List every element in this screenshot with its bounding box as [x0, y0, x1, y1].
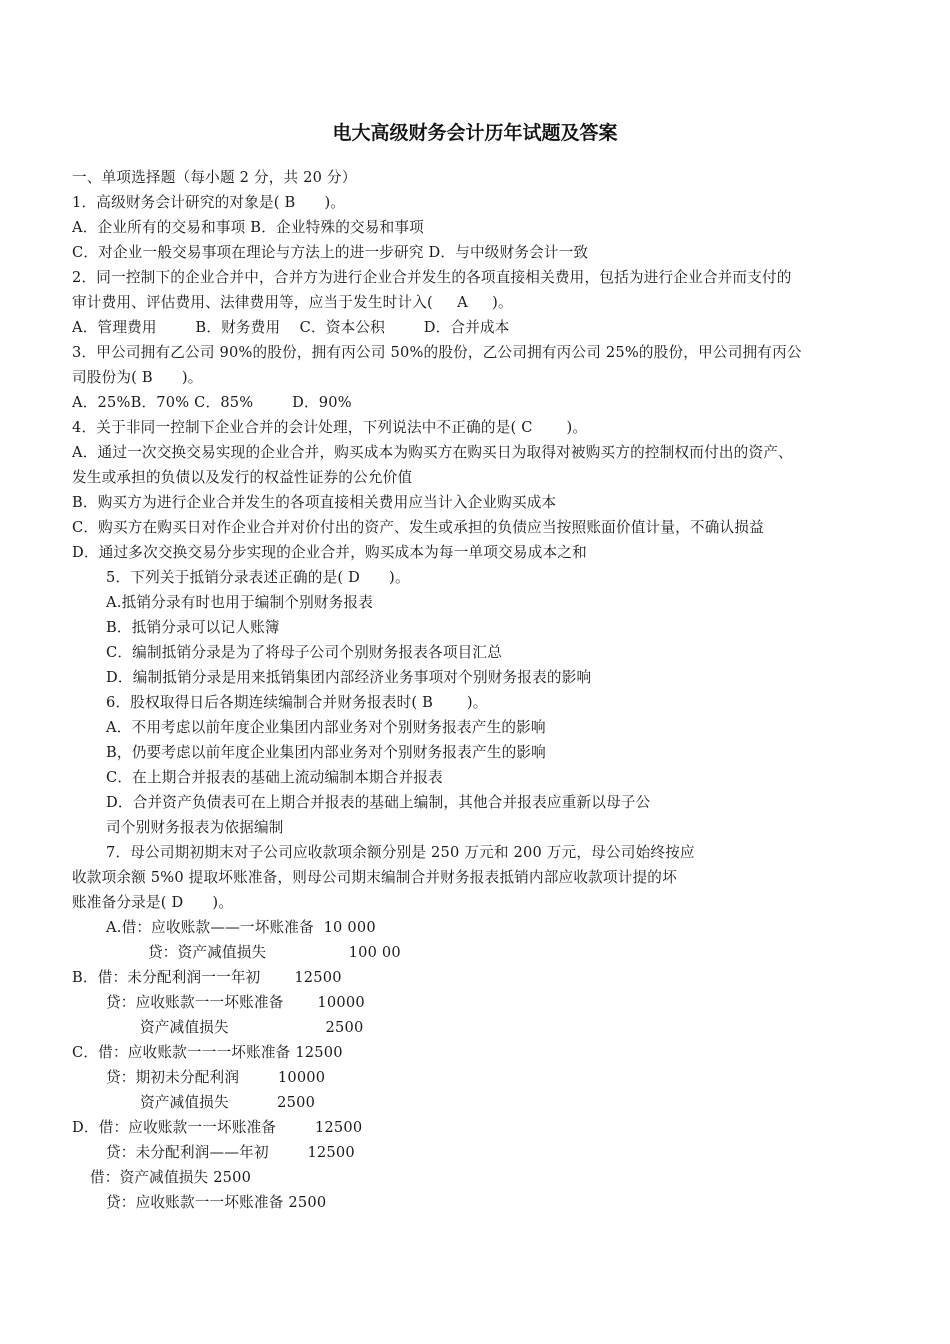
question-7-option-c: C．借：应收账款一一一坏账准备 12500	[72, 1044, 343, 1061]
question-7-option-a-credit: 贷：资产减值损失 100 00	[148, 944, 401, 961]
question-1-options-cd: C．对企业一般交易事项在理论与方法上的进一步研究 D．与中级财务会计一致	[72, 244, 589, 261]
question-7-option-d-credit: 贷：未分配利润——年初 12500	[106, 1144, 355, 1161]
section-heading: 一、单项选择题（每小题 2 分，共 20 分）	[72, 169, 357, 186]
document-title: 电大高级财务会计历年试题及答案	[332, 122, 618, 144]
question-7-cont-2: 账准备分录是( D )。	[72, 894, 234, 911]
question-7-option-c-credit-2: 资产减值损失 2500	[140, 1094, 316, 1111]
question-1-options-ab: A．企业所有的交易和事项 B．企业特殊的交易和事项	[72, 219, 424, 236]
question-4-option-c: C．购买方在购买日对作企业合并对价付出的资产、发生或承担的负债应当按照账面价值计量，不确认损益	[72, 519, 764, 536]
question-5-option-c: C．编制抵销分录是为了将母子公司个别财务报表各项目汇总	[106, 644, 503, 661]
question-7-option-c-credit: 贷：期初未分配利润 10000	[106, 1069, 326, 1086]
question-4-option-a: A．通过一次交换交易实现的企业合并，购买成本为购买方在购买日为取得对被购买方的控制权而付出的资产、	[72, 444, 793, 461]
question-4: 4．关于非同一控制下企业合并的会计处理，下列说法中不正确的是( C )。	[72, 419, 588, 436]
question-7-option-b-credit: 贷：应收账款一一坏账准备 10000	[106, 994, 365, 1011]
question-6-option-d-cont: 司个别财务报表为依据编制	[106, 819, 284, 836]
question-2-cont: 审计费用、评估费用、法律费用等，应当于发生时计入( A )。	[72, 294, 513, 311]
question-4-option-a-cont: 发生或承担的负债以及发行的权益性证券的公允价值	[72, 469, 413, 486]
question-6-option-c: C．在上期合并报表的基础上流动编制本期合并报表	[106, 769, 443, 786]
question-7-option-b: B．借：未分配利润一一年初 12500	[72, 969, 342, 986]
question-3: 3．甲公司拥有乙公司 90%的股份，拥有丙公司 50%的股份，乙公司拥有丙公司 25%的股份，甲公司拥有丙公	[72, 344, 802, 361]
question-6-option-b: B，仍要考虑以前年度企业集团内部业务对个别财务报表产生的影响	[106, 744, 546, 761]
question-3-options: A．25%B．70% C．85% D．90%	[72, 394, 352, 411]
question-7-option-d-debit-2: 借：资产减值损失 2500	[90, 1169, 252, 1186]
question-6-option-d: D．合并资产负债表可在上期合并报表的基础上编制，其他合并报表应重新以母子公	[106, 794, 651, 811]
question-7-option-a: A.借：应收账款——一坏账准备 10 000	[106, 919, 376, 936]
question-2-options: A．管理费用 B．财务费用 C．资本公积 D．合并成本	[72, 319, 510, 336]
question-4-option-b: B．购买方为进行企业合并发生的各项直接相关费用应当计入企业购买成本	[72, 494, 557, 511]
question-3-cont: 司股份为( B )。	[72, 369, 203, 386]
question-7: 7．母公司期初期末对子公司应收款项余额分别是 250 万元和 200 万元，母公司始终按应	[106, 844, 695, 861]
question-7-option-b-credit-2: 资产减值损失 2500	[140, 1019, 364, 1036]
question-2: 2．同一控制下的企业合并中，合并方为进行企业合并发生的各项直接相关费用，包括为进行企业合并而支付的	[72, 269, 792, 286]
question-7-option-d: D．借：应收账款一一坏账准备 12500	[72, 1119, 363, 1136]
question-5-option-d: D．编制抵销分录是用来抵销集团内部经济业务事项对个别财务报表的影响	[106, 669, 592, 686]
question-5: 5．下列关于抵销分录表述正确的是( D )。	[106, 569, 410, 586]
question-7-option-d-credit-2: 贷：应收账款一一坏账准备 2500	[106, 1194, 327, 1211]
question-6: 6．股权取得日后各期连续编制合并财务报表时( B )。	[106, 694, 488, 711]
question-1: 1．高级财务会计研究的对象是( B )。	[72, 194, 346, 211]
question-5-option-a: A.抵销分录有时也用于编制个别财务报表	[106, 594, 374, 611]
question-7-cont: 收款项余额 5%0 提取坏账准备，则母公司期末编制合并财务报表抵销内部应收款项计提的坏	[72, 869, 677, 886]
question-5-option-b: B．抵销分录可以记人账簿	[106, 619, 280, 636]
question-6-option-a: A．不用考虑以前年度企业集团内部业务对个别财务报表产生的影响	[106, 719, 546, 736]
question-4-option-d: D．通过多次交换交易分步实现的企业合并，购买成本为每一单项交易成本之和	[72, 544, 587, 561]
